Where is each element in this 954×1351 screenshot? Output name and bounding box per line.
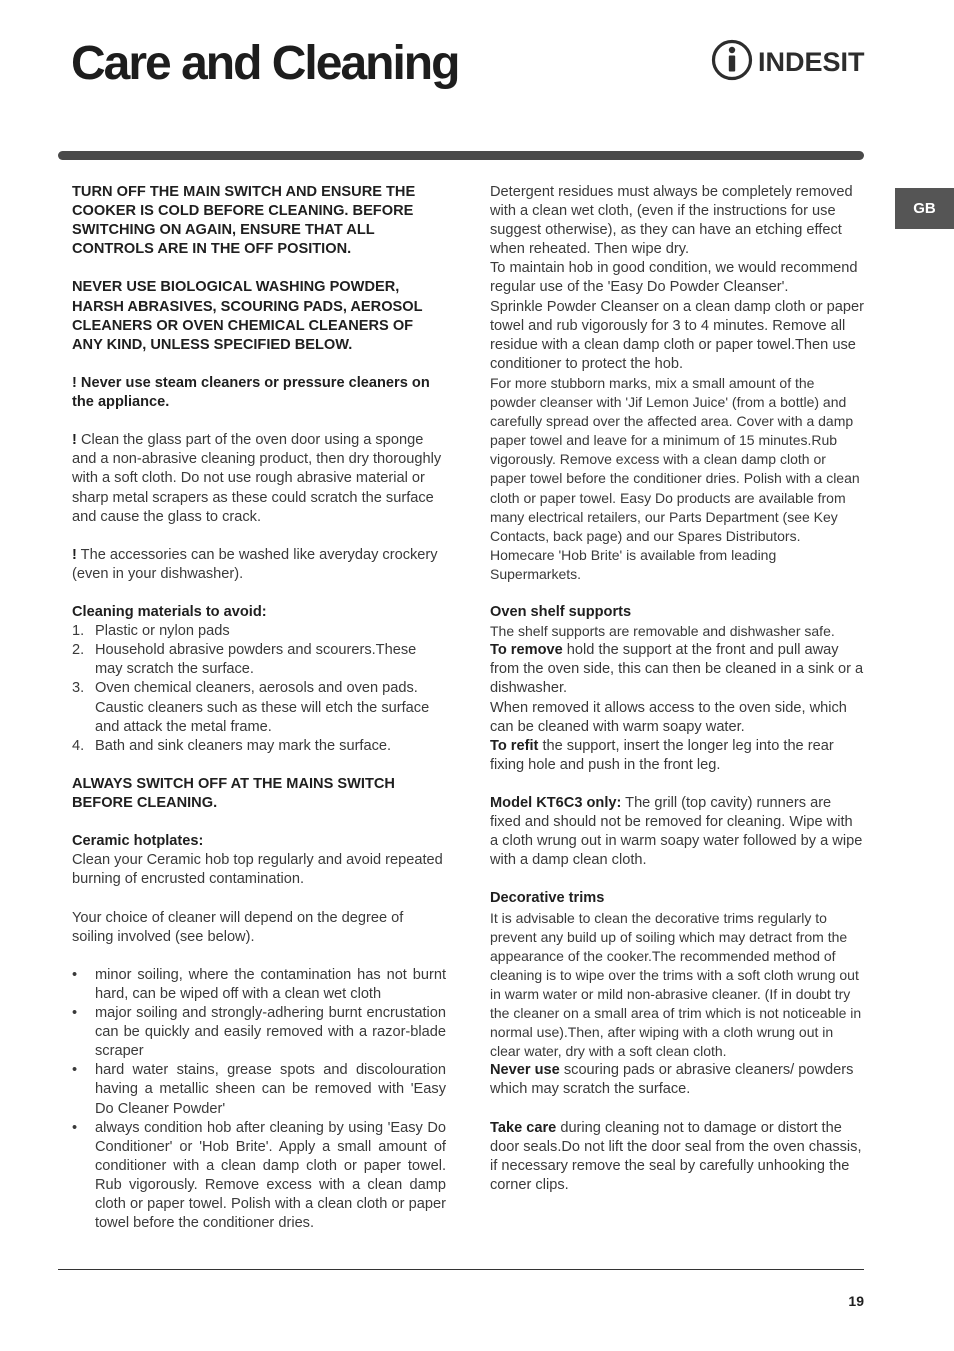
removed-text: When removed it allows access to the oven side, which can be cleaned with warm soapy water. [490, 699, 847, 735]
never-note [490, 1061, 864, 1099]
language-tab: GB [895, 188, 954, 229]
item-number: 3. [72, 680, 85, 697]
harsh-cleaners-warning: NEVER USE BIOLOGICAL WASHING POWDER, HARSH ABRASIVES, SCOURING PADS, AEROSOL CLEANERS OR OVEN CHEMICAL CLEANERS OF ANY KIND, UNLESS SPECIFIED BELOW. [72, 279, 423, 353]
refit-text [490, 737, 864, 775]
right-column [490, 183, 864, 1195]
brand-name: INDESIT [758, 47, 865, 77]
left-column [72, 183, 446, 1233]
list-item [72, 1061, 446, 1118]
maintain-text: To maintain hob in good condition, we would recommend regular use of the 'Easy Do Powder Cleanser'. [490, 260, 858, 296]
refit-label: To refit [490, 737, 539, 754]
item-text: always condition hob after cleaning by using 'Easy Do Conditioner' or 'Hob Brite'. Apply a small amount of conditioner with a clean damp cloth or paper towel. Rub vigorously. Remove excess with a clean damp cloth or paper towel. Polish with a clean cloth or paper towel before the conditioner dries. [95, 1119, 446, 1232]
care-note [490, 1119, 864, 1195]
footer-divider [58, 1269, 864, 1270]
page-number: 19 [848, 1293, 864, 1309]
avoid-heading: Cleaning materials to avoid: [72, 604, 267, 621]
item-text: Bath and sink cleaners may mark the surface. [95, 737, 392, 754]
item-text: minor soiling, where the contamination has not burnt hard, can be wiped off with a clean wet cloth [95, 966, 446, 1002]
warning-mark: ! [72, 546, 77, 563]
main-switch-warning: TURN OFF THE MAIN SWITCH AND ENSURE THE COOKER IS COLD BEFORE CLEANING. BEFORE SWITCHING ON AGAIN, ENSURE THAT ALL CONTROLS ARE IN THE OFF POSITION. [72, 184, 416, 258]
header-divider [58, 151, 864, 160]
care-body: during cleaning not to damage or distort the door seals.Do not lift the door seal from the oven chassis, if necessary remove the seal by carefully unhooking the corner clips. [490, 1119, 862, 1193]
never-label: Never use [490, 1062, 560, 1079]
steam-cleaner-warning: ! Never use steam cleaners or pressure cleaners on the appliance. [72, 374, 430, 411]
mains-switch-warning: ALWAYS SWITCH OFF AT THE MAINS SWITCH BEFORE CLEANING. [72, 775, 395, 811]
shelf-heading: Oven shelf supports [490, 604, 632, 621]
remove-label: To remove [490, 642, 563, 659]
model-label: Model KT6C3 only: [490, 795, 622, 811]
detergent-text: Detergent residues must always be completely removed with a clean wet cloth, (even if the instructions for use suggest otherwise), as they can have an etching effect when reheated. Then wipe dry. [490, 184, 853, 258]
glass-note [72, 431, 446, 526]
list-item [72, 1119, 446, 1234]
page-title: Care and Cleaning [71, 37, 459, 90]
list-item [72, 966, 446, 1004]
accessories-note-text: The accessories can be washed like averyday crockery (even in your dishwasher). [72, 546, 438, 582]
sprinkle-text: Sprinkle Powder Cleanser on a clean damp cloth or paper towel and rub vigorously for 3 to 4 minutes. Remove all residue with a clean damp cloth or paper towel.Then use conditioner to protect the hob. [490, 298, 864, 372]
bullet-icon: • [72, 966, 78, 983]
warning-mark: ! [72, 432, 77, 449]
glass-note-text: Clean the glass part of the oven door using a sponge and a non-abrasive cleaning product, then dry thoroughly with a soft cloth. Do not use rough abrasive material or sharp metal scrapers as these could scratch the surface and cause the glass to crack. [72, 432, 442, 525]
trims-heading: Decorative trims [490, 890, 605, 907]
accessories-note [72, 546, 446, 584]
ceramic-heading: Ceramic hotplates: [72, 833, 204, 850]
remove-body: hold the support at the front and pull away from the oven side, this can then be cleaned in a sink or a dishwasher. [490, 642, 864, 697]
list-item [72, 737, 446, 756]
list-item [72, 679, 446, 736]
shelf-text: The shelf supports are removable and dishwasher safe. [490, 623, 835, 640]
item-text: Household abrasive powders and scourers.These may scratch the surface. [95, 642, 417, 678]
bullet-icon: • [72, 1005, 78, 1022]
soiling-list [72, 966, 446, 1233]
item-text: hard water stains, grease spots and discolouration having a metallic sheen can be removed with 'Easy Do Cleaner Powder' [95, 1062, 446, 1117]
choice-text: Your choice of cleaner will depend on the degree of soiling involved (see below). [72, 909, 404, 945]
list-item [72, 1004, 446, 1061]
never-body: scouring pads or abrasive cleaners/ powders which may scratch the surface. [490, 1062, 854, 1098]
refit-body: the support, insert the longer leg into the rear fixing hole and push in the front leg. [490, 737, 834, 773]
bullet-icon: • [72, 1062, 78, 1079]
remove-text [490, 641, 864, 698]
item-text: Oven chemical cleaners, aerosols and oven pads. Caustic cleaners such as these will etch the surface and attack the metal frame. [95, 680, 430, 735]
model-body: The grill (top cavity) runners are fixed and should not be removed for cleaning. Wipe with a cloth wrung out in warm soapy water followed by a wipe with a damp clean cloth. [490, 795, 863, 869]
indesit-logo [711, 38, 866, 82]
model-note [490, 794, 864, 870]
stubborn-text: For more stubborn marks, mix a small amount of the powder cleanser with 'Jif Lemon Juice' (from a bottle) and carefully spread over the affected area. Cover with a damp paper towel and leave for a minimum of 15 minutes.Rub vigorously. Remove excess with a clean damp cloth or paper towel before the conditioner dries. Polish with a clean cloth or paper towel. Easy Do products are available from many electrical retailers, our Parts Department (see Key Contacts, back page) and our Spares Distributors. Homecare 'Hob Brite' is available from leading Supermarkets. [490, 374, 860, 582]
item-text: major soiling and strongly-adhering burnt encrustation can be quickly and easily removed with a razor-blade scraper [95, 1005, 446, 1060]
bullet-icon: • [72, 1119, 78, 1136]
list-item [72, 641, 446, 679]
item-number: 2. [72, 642, 85, 659]
care-label: Take care [490, 1119, 557, 1136]
trims-text: It is advisable to clean the decorative trims regularly to prevent any build up of soiling which may detract from the appearance of the cooker.The recommended method of cleaning is to wipe over the trims with a soft cloth wrung out in warm water or mild non-abrasive cleaner. (If in doubt try the cleaner on a small area of trim which is not noticeable in normal use).Then, after wiping with a cloth wrung out in clear water, dry with a soft clean cloth. [490, 909, 862, 1060]
item-text: Plastic or nylon pads [95, 623, 230, 640]
item-number: 1. [72, 623, 85, 640]
ceramic-text: Clean your Ceramic hob top regularly and avoid repeated burning of encrusted contamination. [72, 852, 443, 888]
item-number: 4. [72, 737, 85, 754]
list-item [72, 622, 446, 641]
avoid-list [72, 622, 446, 756]
